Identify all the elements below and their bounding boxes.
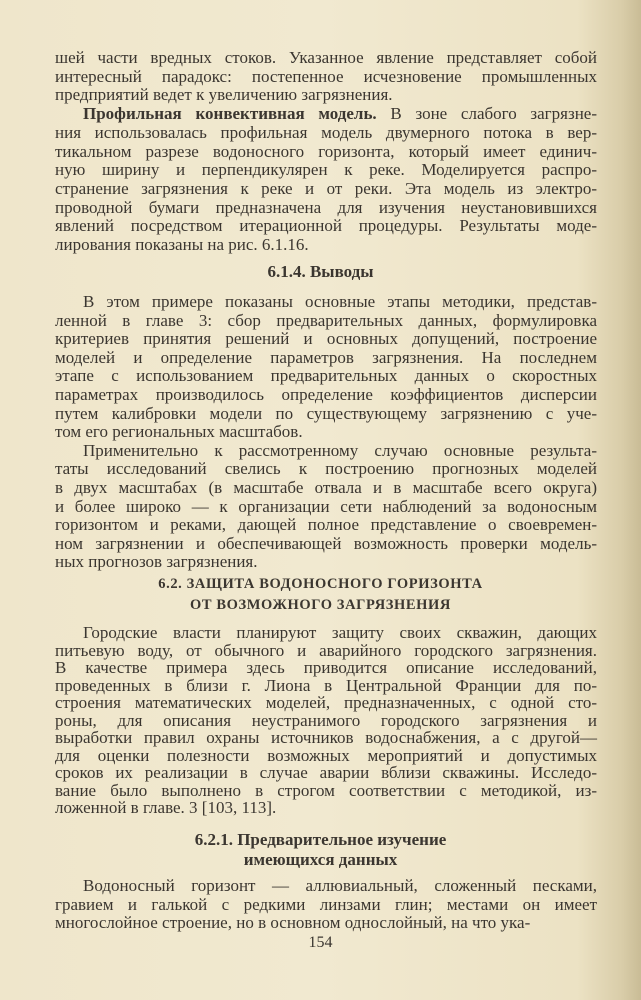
text-line: В качестве примера здесь приводится описание исследований, [55,658,597,677]
text-line: ных прогнозов загрязнения. [55,552,258,572]
text-line: ленной в главе 3: сбор предварительных данных, формулировка [55,310,597,330]
text-line: Применительно к рассмотренному случаю основные результа- [83,440,597,460]
text-line: интересный парадокс: постепенное исчезновение промышленных [55,66,597,86]
text-line: строения математических моделей, предназначенных, с одной сто- [55,693,597,712]
text-line: странение загрязнения к реке и от реки. Эта модель из электро- [55,178,597,198]
text-line: путем калибровки модели по существующему загрязнению с уче- [55,403,597,423]
text-line: и более широко — к организации сети наблюдений за водоносным [55,496,597,516]
section-heading-6-2-line1: 6.2. ЗАЩИТА ВОДОНОСНОГО ГОРИЗОНТА [158,576,483,592]
text-line: Городские власти планируют защиту своих скважин, дающих [83,623,597,642]
subsection-heading-6-2-1-line1: 6.2.1. Предварительное изучение [194,830,447,849]
text-line: роны, для описания неустранимого городского загрязнения и [55,710,597,730]
text-line: В этом примере показаны основные этапы методики, представ- [83,292,597,311]
text-line: в двух масштабах (в масштабе отвала и в масштабе всего округа) [55,478,597,497]
section-heading-6-2-line2: ОТ ВОЗМОЖНОГО ЗАГРЯЗНЕНИЯ [189,597,452,613]
text-line: многослойное строение, но в основном однослойный, на что ука- [55,913,531,932]
text-line: предприятий ведет к увеличению загрязнения. [55,85,393,105]
text-line: ложенной в главе. 3 [103, 113]. [55,798,277,817]
text-line: Водоносный горизонт — аллювиальный, сложенный песками, [83,876,597,895]
text-line-content: В зоне слабого загрязне- [376,104,597,124]
text-line [83,104,597,124]
text-line: этапе с использованием предварительных данных о скоростных [55,366,597,386]
text-line: вание было выполнено в строгом соответствии с методикой, из- [55,780,597,800]
text-line: питьевую воду, от обычного и аварийного городского загрязнения. [55,640,597,660]
text-line: шей части вредных стоков. Указанное явление представляет собой [55,48,597,67]
text-line: сроков их реализации в случае аварии вблизи скважины. Исследо- [55,763,597,782]
text-line: проводной бумаги предназначена для изучения неустановившихся [55,197,597,217]
text-line: том его региональных масштабов. [55,422,303,442]
subsection-heading-6-2-1-line2: имеющихся данных [243,850,398,869]
text-line: ную ширину и перпендикулярен к реке. Моделируется распро- [55,160,597,180]
text-line: таты исследований свелись к построению прогнозных моделей [55,459,597,479]
text-line: моделей и определение параметров загрязнения. На последнем [55,347,597,367]
text-line: лирования показаны на рис. 6.1.16. [55,235,309,254]
text-line: ния использовалась профильная модель двумерного потока в вер- [55,122,597,142]
run-in-heading: Профильная конвективная модель. [83,104,377,124]
text-line: выработки правил охраны источников водоснабжения, а с другой— [55,728,597,747]
text-line: критериев принятия решений и основных допущений, построение [55,329,597,349]
text-line: явлений посредством итерационной процедуры. Результаты моде- [55,216,597,236]
section-heading-6-1-4: 6.1.4. Выводы [267,262,374,281]
text-line: гравием и галькой с редкими линзами глин; местами он имеет [55,894,597,914]
text-line: параметрах производилось определение коэффициентов дисперсии [55,385,597,404]
text-line: проведенных в близи г. Лиона в Центральной Франции для по- [55,675,597,695]
text-line: для оценки полезности возможных мероприятий и допустимых [55,745,597,765]
text-line: ном загрязнении и обеспечивающей возможность проверки модель- [55,533,597,553]
text-line: тикальном разрезе водоносного горизонта, который имеет единич- [55,141,597,161]
text-line: горизонтом и реками, дающей полное представление о своевремен- [55,515,597,535]
page-number: 154 [308,934,333,951]
